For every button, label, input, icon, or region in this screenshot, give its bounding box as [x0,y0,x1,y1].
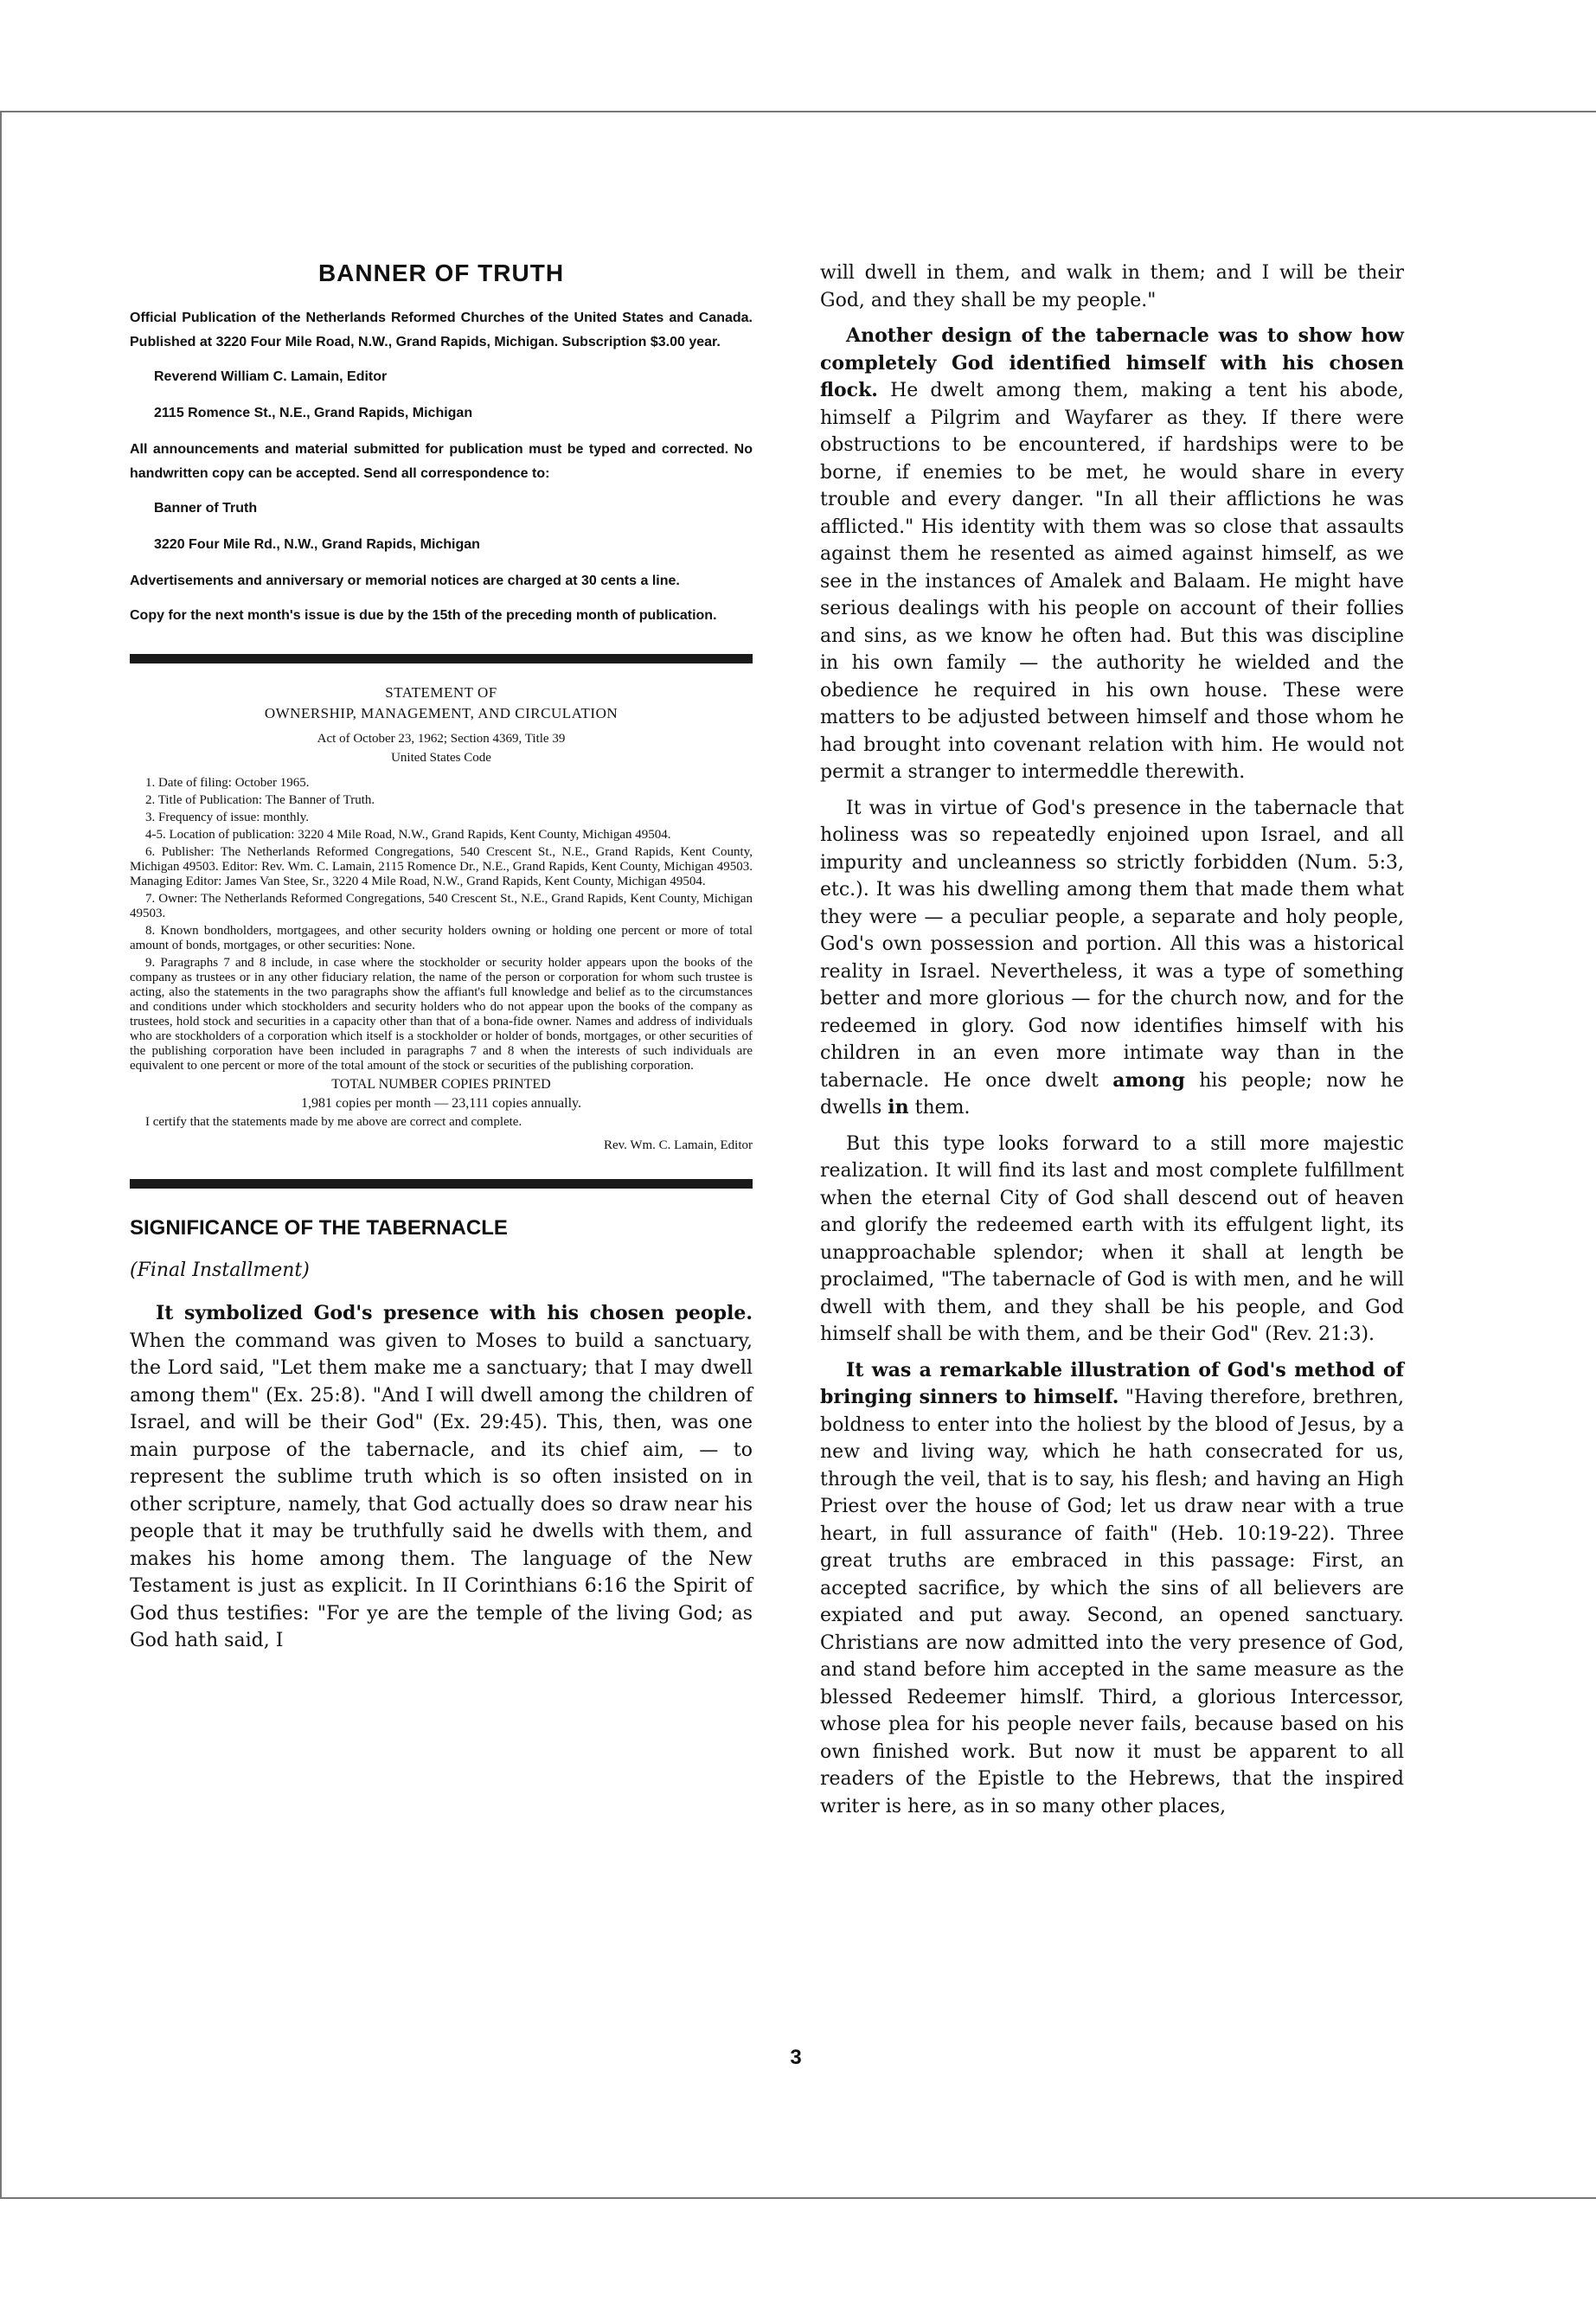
masthead-description: Official Publication of the Netherlands Reformed Churches of the United States and Canada. Published at 3220 Four Mile Road, N.W., Grand Rapids, Michigan. Subscription $3.00 year. [130,311,753,349]
statement-certify: I certify that the statements made by me above are correct and complete. [145,1115,522,1129]
statement-item: 2. Title of Publication: The Banner of Truth. [145,793,375,807]
statement-copies: 1,981 copies per month — 23,111 copies annually. [301,1096,581,1111]
emphasis-text: among [1112,1068,1185,1092]
statement-item: 1. Date of filing: October 1965. [145,776,310,790]
paragraph-lead: It symbolized God's presence with his chosen people. [156,1302,753,1324]
divider-rule [130,654,753,663]
paragraph-text: them. [908,1097,971,1118]
statement-total-heading: TOTAL NUMBER COPIES PRINTED [331,1077,551,1092]
statement-act-line1: Act of October 23, 1962; Section 4369, Title 39 [317,732,566,746]
article-paragraph [820,1357,1404,1821]
article-paragraph [820,323,1404,786]
page-edge-left [0,111,2,2197]
emphasis-text: in [888,1096,909,1118]
article-subtitle: (Final Installment) [130,1259,310,1281]
ownership-statement [130,683,753,1153]
article-paragraph [820,795,1404,1122]
statement-act-line2: United States Code [391,751,491,765]
statement-title-line1: STATEMENT OF [385,684,497,701]
paragraph-text: He dwelt among them, making a tent his abode, himself a Pilgrim and Wayfarer as they. If there were obstructions to be encountered, if hardships were to be borne, if enemies to be met, he would share in every trouble and every danger. "In all their afflictions he was afflicted." His identity with them was so close that assaults against them he resented as aimed against himself, as we see in the instances of Amalek and Balaam. He might have serious dealings with his people on account of their follies and sins, as we know he often had. But this was discipline in his own family — the authority he wielded and the obedience he required in his own house. These were matters to be adjusted between himself and those whom he had brought into covenant relation with him. He would not permit a stranger to intermeddle therewith. [820,380,1404,783]
masthead-announcements: All announcements and material submitted for publication must be typed and corrected. No handwritten copy can be accepted. Send all correspondence to: [130,442,753,481]
masthead-editor-address: 2115 Romence St., N.E., Grand Rapids, Michigan [154,406,473,420]
masthead-copy-deadline: Copy for the next month's issue is due by the 15th of the preceding month of publication. [130,608,717,623]
paragraph-text: his people; now he dwells [820,1069,1404,1118]
statement-item: 9. Paragraphs 7 and 8 include, in case where the stockholder or security holder appears upon the books of the company as trustees or in any other fiduciary relation, the name of the person or corporation for whom such trustee is acting, also the statements in the two paragraphs show the affiant's full knowledge and belief as to the circumstances and conditions under which stockholders and security holders who do not appear upon the books of the company as trustees, hold stock and securities in a capacity other than that of a bona-fide owner. Names and address of individuals who are stockholders of a corporation which itself is a stockholder or holder of bonds, mortgages, or other securities of the publishing corporation have been included in paragraphs 7 and 8 when the interests of such individuals are equivalent to one percent or more of the total amount of the stock or securities of the publishing corporation. [130,956,753,1073]
page-edge-bottom [0,2197,1596,2199]
statement-signature: Rev. Wm. C. Lamain, Editor [603,1138,753,1152]
masthead [130,260,753,628]
paragraph-text: When the command was given to Moses to build a sanctuary, the Lord said, "Let them make me a sanctuary; that I may dwell among them" (Ex. 25:8). "And I will dwell among the children of Israel, and will be their God" (Ex. 29:45). This, then, was one main purpose of the tabernacle, and its chief aim, — to represent the sublime truth which is so often insisted on in other scripture, namely, that God actually does so draw near his people that it may be truthfully said he dwells with them, and makes his home among them. The language of the New Testament is just as explicit. In II Corinthians 6:16 the Spirit of God thus testifies: "For ye are the temple of the living God; as God hath said, I [130,1330,753,1651]
paragraph-text: "Having therefore, brethren, boldness to enter into the holiest by the blood of Jesus, by a new and living way, which he hath consecrated for us, through the veil, that is to say, his flesh; and having an High Priest over the house of God; let us draw near with a true heart, in full assurance of faith" (Heb. 10:19-22). Three great truths are embraced in this passage: First, an accepted sacrifice, by which the sins of all believers are expiated and put away. Second, an opened sanctuary. Christians are now admitted into the very presence of God, and stand before him accepted in the same measure as the blessed Redeemer himslf. Third, a glorious Intercessor, whose plea for his people never fails, because based on his own finished work. But now it must be apparent to all readers of the Epistle to the Hebrews, that the inspired writer is here, as in so many other places, [820,1387,1404,1817]
masthead-correspondence-address: 3220 Four Mile Rd., N.W., Grand Rapids, Michigan [154,537,480,552]
page-edge-top [0,111,1596,112]
statement-item: 4-5. Location of publication: 3220 4 Mile Road, N.W., Grand Rapids, Kent County, Michigan 49504. [145,828,671,842]
paragraph-lead: Another design of the tabernacle was to show how completely God identified himself with his chosen flock. [820,324,1404,401]
masthead-title: BANNER OF TRUTH [317,260,565,286]
left-column [130,260,753,1663]
paragraph-text: It was in virtue of God's presence in the tabernacle that holiness was so repeatedly enjoined upon Israel, and all impurity and uncleanness so strictly forbidden (Num. 5:3, etc.). It was his dwelling among them that made them what they were — a peculiar people, a separate and holy people, God's own possession and portion. All this was a historical reality in Israel. Nevertheless, it was a type of something better and more glorious — for the church now, and for the redeemed in glory. God now identifies himself with his children in an even more intimate way than in the tabernacle. He once dwelt [820,797,1404,1092]
article-title: SIGNIFICANCE OF THE TABERNACLE [130,1216,508,1240]
statement-title-line2: OWNERSHIP, MANAGEMENT, AND CIRCULATION [264,705,619,721]
masthead-advertisements: Advertisements and anniversary or memorial notices are charged at 30 cents a line. [130,574,680,588]
article-paragraph [130,1300,753,1655]
page-number: 3 [790,2046,802,2069]
paragraph-lead: It was a remarkable illustration of God's method of bringing sinners to himself. [820,1358,1404,1408]
masthead-correspondence-name: Banner of Truth [154,501,258,516]
statement-item: 6. Publisher: The Netherlands Reformed Congregations, 540 Crescent St., N.E., Grand Rapids, Kent County, Michigan 49503. Editor: Rev. Wm. C. Lamain, 2115 Romence Dr., N.E., Grand Rapids, Kent County, Michigan 49503. Managing Editor: James Van Stee, Sr., 3220 4 Mile Road, N.W., Grand Rapids, Kent County, Michigan 49504. [130,845,753,888]
statement-item: 8. Known bondholders, mortgagees, and other security holders owning or holding one percent or more of total amount of bonds, mortgages, or other securities: None. [130,924,753,952]
article-paragraph: But this type looks forward to a still more majestic realization. It will find its last and most complete fulfillment when the eternal City of God shall descend out of heaven and glorify the redeemed earth with its effulgent light, its unapproachable splendor; when it shall at length be proclaimed, "The tabernacle of God is with men, and he will dwell with them, and they shall be his people, and God himself shall be with them, and be their God" (Rev. 21:3). [820,1132,1404,1345]
article-paragraph-continued: will dwell in them, and walk in them; and I will be their God, and they shall be my people." [820,262,1404,311]
statement-item: 3. Frequency of issue: monthly. [145,811,310,824]
masthead-editor: Reverend William C. Lamain, Editor [154,369,388,384]
statement-item: 7. Owner: The Netherlands Reformed Congregations, 540 Crescent St., N.E., Grand Rapids, Kent County, Michigan 49503. [130,892,753,920]
right-column [820,260,1404,1829]
divider-rule [130,1179,753,1189]
